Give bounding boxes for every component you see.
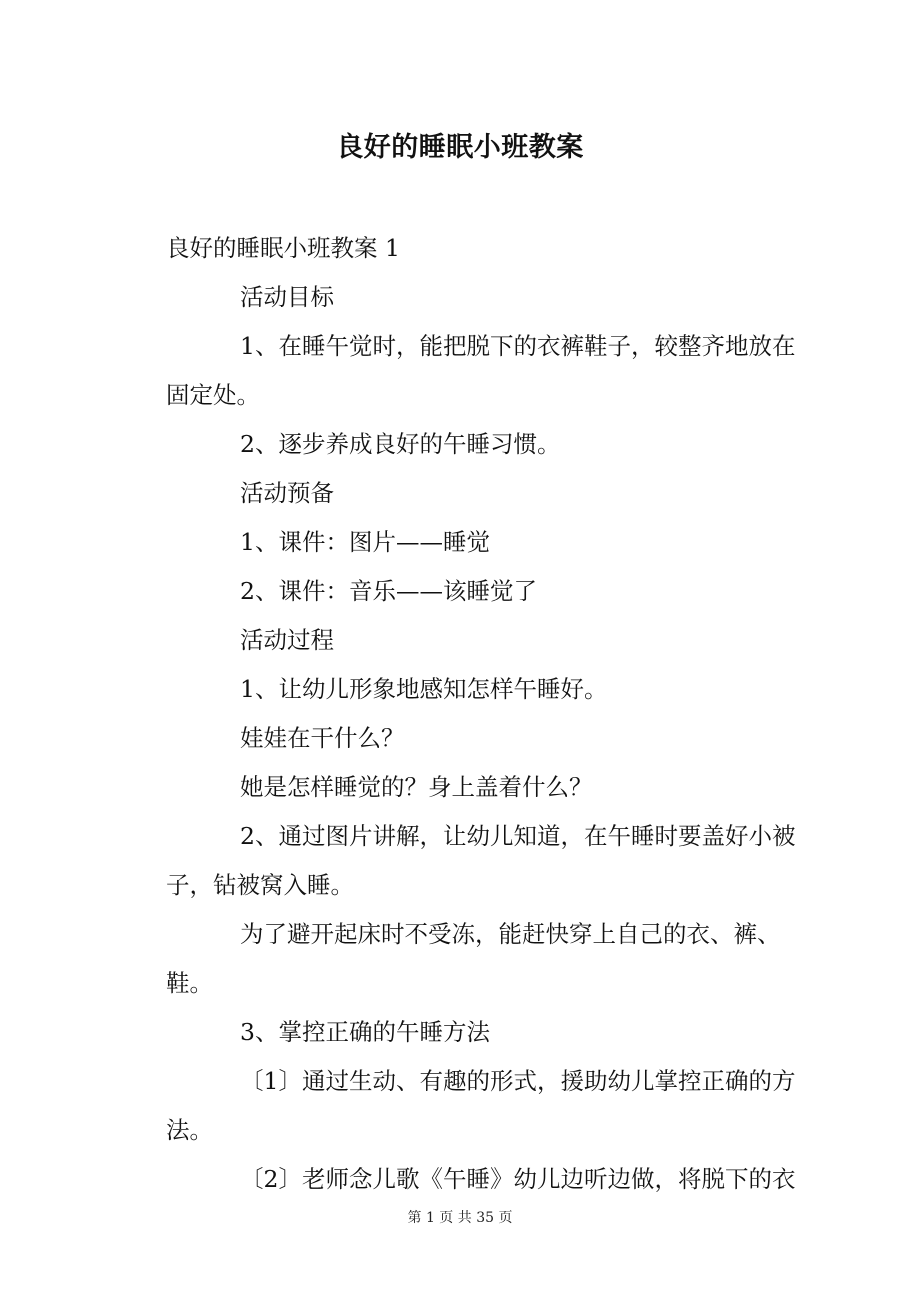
- document-body: [166, 224, 812, 1204]
- paragraph: 活动目标: [240, 283, 334, 311]
- paragraph: 〔1〕通过生动、有趣的形式，援助幼儿掌控正确的方法。: [166, 1067, 796, 1144]
- paragraph: 〔2〕老师念儿歌《午睡》幼儿边听边做，将脱下的衣: [240, 1165, 796, 1193]
- paragraph: 2、通过图片讲解，让幼儿知道，在午睡时要盖好小被子，钻被窝入睡。: [166, 822, 796, 899]
- section-heading: 良好的睡眠小班教案 1: [166, 234, 400, 262]
- page-number-footer: 第 1 页 共 35 页: [407, 1210, 513, 1226]
- paragraph: 2、逐步养成良好的午睡习惯。: [240, 430, 561, 458]
- paragraph: 1、课件：图片——睡觉: [240, 528, 490, 556]
- paragraph: 活动过程: [240, 626, 334, 654]
- paragraph: 3、掌控正确的午睡方法: [240, 1018, 490, 1046]
- paragraph: 1、在睡午觉时，能把脱下的衣裤鞋子，较整齐地放在固定处。: [166, 332, 796, 409]
- paragraph: 她是怎样睡觉的？身上盖着什么？: [240, 773, 593, 801]
- paragraph: 2、课件：音乐——该睡觉了: [240, 577, 537, 605]
- paragraph: 活动预备: [240, 479, 334, 507]
- paragraph: 1、让幼儿形象地感知怎样午睡好。: [240, 675, 608, 703]
- document-title: 良好的睡眠小班教案: [336, 132, 584, 163]
- paragraph: 娃娃在干什么？: [240, 724, 405, 752]
- paragraph: 为了避开起床时不受冻，能赶快穿上自己的衣、裤、鞋。: [166, 920, 781, 997]
